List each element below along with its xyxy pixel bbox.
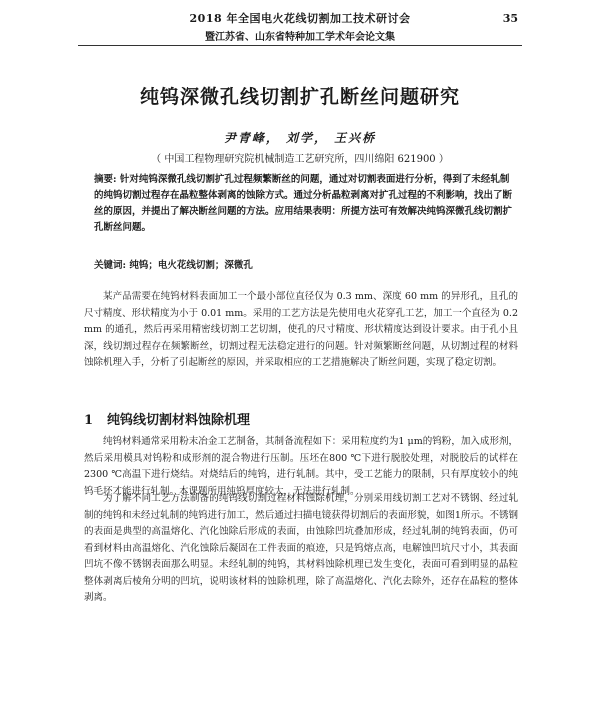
body-paragraph: 为了解不同工艺方法制备的纯钨线切割过程材料蚀除机理，分别采用线切割工艺对不锈钢、经过轧制的纯钨和未经过轧制的纯钨进行加工，然后通过扫描电镜获得切割后的表面形貌，如图1所示。不锈钢的表面是典型的高温熔化、汽化蚀除后形成的表面，由蚀除凹坑叠加形成，经过轧制的纯钨表面，仍可看到材料由高温熔化、汽化蚀除后凝固在工件表面的痕迹，只是钨熔点高，电解蚀凹坑尺寸小，其表面凹坑不像不锈钢表面那么明显。未经轧制的纯钨，其材料蚀除机理已发生变化，表面可看到明显的晶粒整体剥离后棱角分明的凹坑，说明该材料的蚀除机理，除了高温熔化、汽化去除外，还存在晶粒的整体剥离。 xyxy=(84,493,518,603)
abstract-label: 摘要: xyxy=(94,174,117,185)
abstract-text: 针对纯钨深微孔线切割扩孔过程频繁断丝的问题，通过对切割表面进行分析，得到了未经轧制的纯钨切割过程存在晶粒整体剥离的蚀除方式。通过分析晶粒剥离对扩孔过程的不利影响，找出了断丝的原因，并提出了解决断丝问题的方法。应用结果表明：所提方法可有效解决纯钨深微孔线切割扩孔断丝问题。 xyxy=(94,174,513,233)
keywords-label: 关键词: xyxy=(94,260,127,271)
keywords-text: 纯钨；电火花线切割；深微孔 xyxy=(129,260,253,271)
body-paragraph: 纯钨材料通常采用粉末冶金工艺制备，其制备流程如下：采用粒度约为1 μm的钨粉，加入成形剂，然后采用模具对钨粉和成形剂的混合物进行压制。压坯在800 ℃下进行脱胶处理，对脱胶后的试样在2300 ℃高温下进行烧结。对烧结后的纯钨，进行轧制。其中，受工艺能力的限制，只有厚度较小的纯钨毛坯才能进行轧制。本课题所用纯钨厚度较大，无法进行轧制。 xyxy=(84,436,518,497)
conference-title: 2018 年全国电火花线切割加工技术研讨会 xyxy=(189,12,411,25)
paper-title: 纯钨深微孔线切割扩孔断丝问题研究 xyxy=(139,86,460,108)
section-title: 纯钨线切割材料蚀除机理 xyxy=(107,413,251,428)
intro-paragraph: 某产品需要在纯钨材料表面加工一个最小部位直径仅为 0.3 mm、深度 60 mm 的异形孔，且孔的尺寸精度、形状精度为小于 0.01 mm。采用的工艺方法是先使用电火花穿孔工艺，加工一个直径为 0.2 mm 的通孔，然后再采用精密线切割工艺切割，使孔的尺寸精度、形状精度达到设计要求。由于孔小且深，线切割过程存在频繁断丝，切割过程无法稳定进行的问题。针对频繁断丝问题，从切割过程的材料蚀除机理入手，分析了引起断丝的原因，并采取相应的工艺措施解决了断丝问题，实现了稳定切割。 xyxy=(84,291,518,368)
abstract xyxy=(94,172,512,236)
author-affiliation: （ 中国工程物理研究院机械制造工艺研究所，四川绵阳 621900 ） xyxy=(151,154,449,165)
header-divider xyxy=(78,45,522,46)
section-number: 1 xyxy=(84,413,94,428)
page-number: 35 xyxy=(502,12,518,25)
keywords xyxy=(94,257,512,271)
section-heading xyxy=(84,409,250,428)
proceedings-subtitle: 暨江苏省、山东省特种加工学术年会论文集 xyxy=(205,32,395,43)
paper-authors: 尹青峰， 刘学， 王兴桥 xyxy=(223,131,377,145)
